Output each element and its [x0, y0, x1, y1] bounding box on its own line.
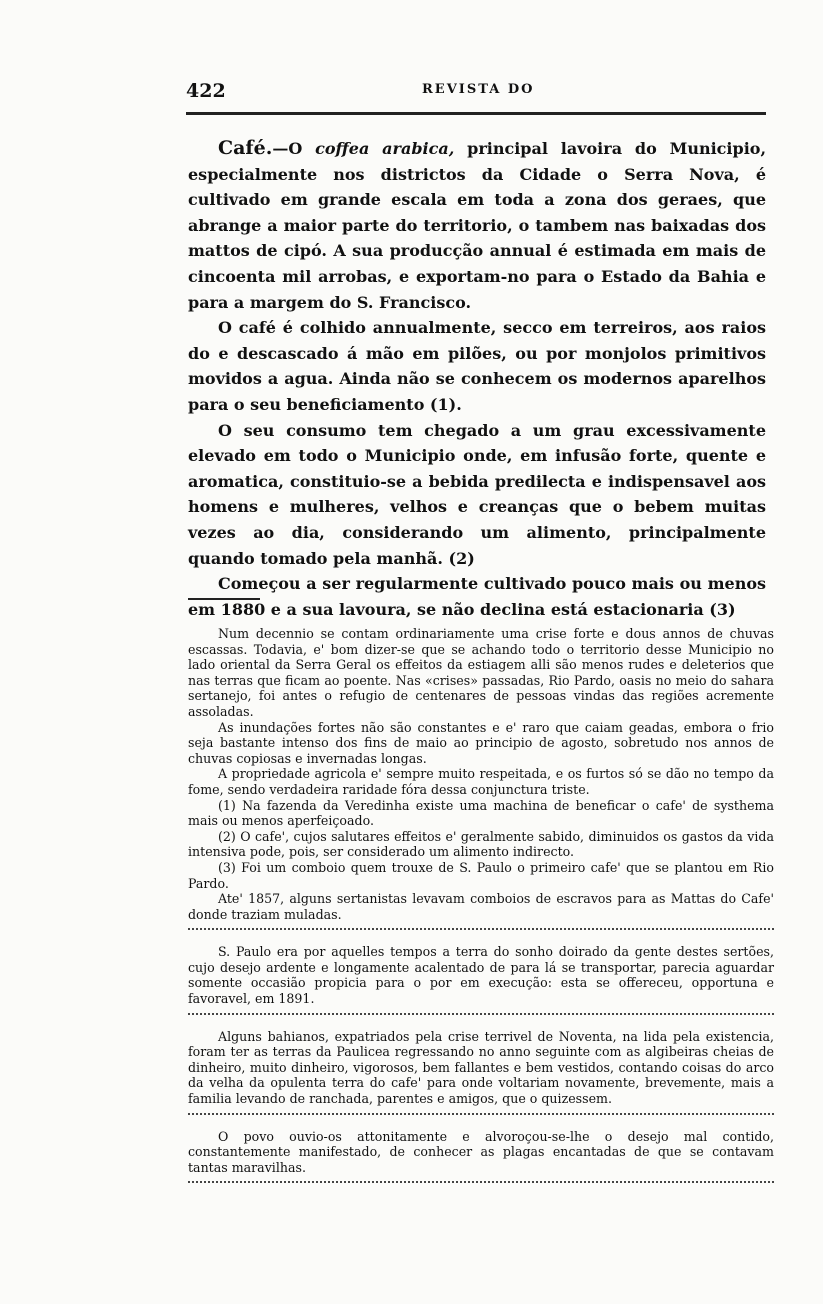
dotted-separator	[188, 928, 774, 938]
note-sao-paulo: S. Paulo era por aquelles tempos a terra do sonho doirado da gente destes sertões, cujo desejo ardente e longamente acalentado de para lá se transportar, parecia aguardar somente occasião propicia para o por em execução: esta se offereceu, opportuna e favoravel, em 1891.	[188, 944, 774, 1007]
dotted-separator	[188, 1113, 774, 1123]
note-povo: O povo ouvio-os attonitamente e alvoroçou-se-lhe o desejo mal contido, constantemente manifestado, de conhecer as plagas encantadas de que se contavam tantas maravilhas.	[188, 1128, 774, 1175]
note-comboios: Ate' 1857, alguns sertanistas levavam comboios de escravos para as Mattas do Cafe' donde traziam muladas.	[188, 891, 774, 922]
note-droughts: Num decennio se contam ordinariamente uma crise forte e dous annos de chuvas escassas. Todavia, e' bom dizer-se que se achando todo o territorio desse Municipio no lado oriental da Serra Geral os effeitos da estiagem alli são menos rudes e deleterios que nas terras que ficam ao poente. Nas «crises» passadas, Rio Pardo, oasis no meio do sahara sertanejo, foi antes o refugio de centenares de pessoas vindas das regiões acremente assoladas.	[188, 626, 774, 719]
paragraph-harvest: O café é colhido annualmente, secco em terreiros, aos raios do e descascado á mão em pilões, ou por monjolos primitivos movidos a agua. Ainda não se conhecem os modernos aparelhos para o seu beneficiamento (1).	[188, 318, 766, 414]
running-title: REVISTA DO	[422, 82, 535, 97]
paragraph-cafe	[188, 136, 766, 315]
paragraph-cultivation: Começou a ser regularmente cultivado pouco mais ou menos em 1880 e a sua lavoura, se não declina está estacionaria (3)	[188, 574, 766, 619]
paragraph-consumption: O seu consumo tem chegado a um grau excessivamente elevado em todo o Municipio onde, em infusão forte, quente e aromatica, constituio-se a bebida predilecta e indispensavel aos homens e mulheres, velhos e creanças que o bebem muitas vezes ao dia, considerando um alimento, principalmente quando tomado pela manhã. (2)	[188, 420, 766, 568]
running-head	[186, 80, 766, 106]
note-floods: As inundações fortes não são constantes e e' raro que caiam geadas, embora o frio seja bastante intenso dos fins de maio ao principio de agosto, sobretudo nos annos de chuvas copiosas e invernadas longas.	[188, 719, 774, 766]
lead-dash: —O	[272, 139, 316, 158]
header-rule	[186, 112, 766, 115]
dotted-separator	[188, 1181, 774, 1191]
footnote-3: (3) Foi um comboio quem trouxe de S. Paulo o primeiro cafe' que se plantou em Rio Pardo.	[188, 859, 774, 891]
page-number: 422	[186, 80, 226, 102]
section-lead: Café.	[218, 137, 273, 159]
note-property: A propriedade agricola e' sempre muito respeitada, e os furtos só se dão no tempo da fome, sendo verdadeira raridade fóra dessa conjunctura triste.	[188, 766, 774, 797]
footnote-1: (1) Na fazenda da Veredinha existe uma machina de beneficar o cafe' de systhema mais ou menos aperfeiçoado.	[188, 797, 774, 829]
note-bahianos: Alguns bahianos, expatriados pela crise terrivel de Noventa, na lida pela existencia, foram ter as terras da Paulicea regressando no anno seguinte com as algibeiras cheias de dinheiro, muito dinheiro, vigorosos, bem fallantes e bem vestidos, contando coisas do arco da velha da opulenta terra do cafe' para onde voltariam novamente, brevemente, mais a familia levando de ranchada, parentes e amigos, que o quizessem.	[188, 1028, 774, 1107]
species-name: coffea arabica,	[315, 139, 455, 158]
footnote-2: (2) O cafe', cujos salutares effeitos e' geralmente sabido, diminuidos os gastos da vida intensiva pode, pois, ser considerado um alimento indirecto.	[188, 828, 774, 860]
footnote-rule	[188, 598, 260, 600]
paragraph-cafe-text: principal lavoira do Municipio, especialmente nos districtos da Cidade o Serra Nova, é cultivado em grande escala em toda a zona dos geraes, que abrange a maior parte do territorio, o tambem nas baixadas dos mattos de cipó. A sua producção annual é estimada em mais de cincoenta mil arrobas, e exportam-no para o Estado da Bahia e para a margem do S. Francisco.	[188, 139, 767, 312]
dotted-separator	[188, 1013, 774, 1023]
main-text	[188, 136, 766, 622]
footnotes	[188, 626, 774, 1197]
